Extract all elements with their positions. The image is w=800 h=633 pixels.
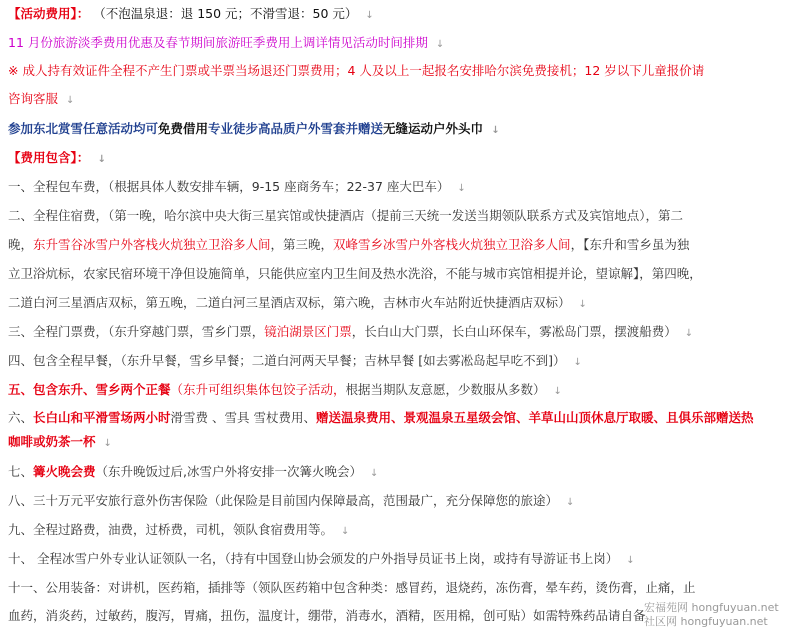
item-text: 四、包含全程早餐，（东升早餐，雪乡早餐；二道白河两天早餐；吉林早餐 [如去雾凇岛起早吃不到]） [8, 353, 566, 368]
item-text: 血药，消炎药，过敏药，腹泻，胃痛，扭伤，温度计，绷带，消毒水，酒精，医用棉，创可贴）如需特殊药品请自备 [8, 608, 646, 623]
item-text: 二道白河三星酒店双标，第五晚，二道白河三星酒店双标，第六晚，吉林市火车站附近快捷酒店双标） [8, 295, 571, 310]
meal-highlight: 五、包含东升、雪乡两个正餐 [8, 382, 171, 397]
item-text: 一、全程包车费，（根据具体人数安排车辆，9-15 座商务车；22-37 座大巴车） [8, 179, 450, 194]
paragraph-mark-icon: ↓ [370, 468, 379, 479]
watermark [644, 601, 794, 629]
cost-text: （不泡温泉退：退 150 元；不滑雪退：50 元） [93, 6, 358, 21]
paragraph-mark-icon: ↓ [103, 438, 112, 449]
nov-note-text: 11 月份旅游淡季费用优惠及春节期间旅游旺季费用上调详情见活动时间排期 [8, 35, 428, 50]
adult-note-line2 [8, 89, 74, 111]
include-item-11-line1 [8, 578, 696, 598]
include-item-6-line1 [8, 408, 754, 428]
watermark-line-1: 宏福苑网 hongfuyuan.net [644, 601, 779, 614]
bonus-text-1: 参加东北赏雪任意活动均可 [8, 121, 159, 136]
item-text: 滑雪费 、雪具 雪杖费用、 [170, 410, 316, 425]
includes-heading [8, 148, 106, 170]
paragraph-mark-icon: ↓ [457, 183, 466, 194]
paragraph-mark-icon: ↓ [578, 299, 587, 310]
include-item-10 [8, 549, 635, 571]
watermark-line-2: 社区网 hongfuyuan.net [644, 615, 768, 628]
spa-highlight: 赠送温泉费用、景观温泉五星级会馆、羊草山山顶休息厅取暖、且俱乐部赠送热 [315, 410, 754, 425]
adult-note-text: ※ 成人持有效证件全程不产生门票或半票当场退还门票费用；4 人及以上一起报名安排哈尔滨免费接机；12 岁以下儿童报价请 [8, 63, 705, 78]
item-text: 六、 [8, 410, 34, 425]
include-item-7 [8, 462, 378, 484]
coffee-highlight: 咖啡或奶茶一杯 [8, 434, 96, 449]
item-text: 七、 [8, 464, 34, 479]
include-item-1 [8, 177, 466, 199]
include-item-5 [8, 380, 562, 402]
hotel-highlight-2: 双峰雪乡冰雪户外客栈火炕独立卫浴多人间 [333, 237, 571, 252]
paragraph-mark-icon: ↓ [365, 10, 374, 21]
include-item-6-line2 [8, 432, 112, 454]
cost-label: 【活动费用】： [8, 6, 90, 21]
bonus-text-3: 专业徒步高品质户外雪套并赠送 [208, 121, 384, 136]
item-text: 十、 全程冰雪户外专业认证领队一名，（持有中国登山协会颁发的户外指导员证书上岗，或持有导游证书上岗） [8, 551, 619, 566]
adult-note-line1 [8, 61, 704, 81]
item-text: 立卫浴炕标，农家民宿环境干净但设施简单，只能供应室内卫生间及热水洗浴，不能与城市宾馆相提并论，望谅解】，第四晚， [8, 266, 702, 281]
paragraph-mark-icon: ↓ [97, 154, 107, 165]
item-text: ，【东升和雪乡虽为独 [570, 237, 690, 252]
item-text: ，长白山大门票，长白山环保车，雾凇岛门票，摆渡船费） [351, 324, 677, 339]
include-item-2-line4 [8, 293, 587, 315]
paragraph-mark-icon: ↓ [566, 497, 575, 508]
item-text: （东升晚饭过后,冰雪户外将安排一次篝火晚会） [95, 464, 363, 479]
include-item-2-line1 [8, 206, 683, 226]
include-item-2-line2 [8, 235, 689, 255]
includes-label: 【费用包含】： [8, 150, 90, 165]
adult-note-text-cont: 咨询客服 [8, 91, 59, 106]
item-text: 十一、公用装备：对讲机，医药箱，插排等（领队医药箱中包含种类：感冒药，退烧药，冻伤膏，晕车药，烫伤膏，止痛，止 [8, 580, 696, 595]
ticket-highlight: 镜泊湖景区门票 [264, 324, 352, 339]
ski-highlight: 长白山和平滑雪场两小时 [33, 410, 171, 425]
item-text: 晚， [8, 237, 34, 252]
bonus-text-4: 无缝运动户外头巾 [383, 121, 484, 136]
paragraph-mark-icon: ↓ [66, 95, 75, 106]
item-text: 根据当期队友意愿，少数服从多数） [345, 382, 546, 397]
item-text: 二、全程住宿费，（第一晚，哈尔滨中央大街三星宾馆或快捷酒店（提前三天统一发送当期领队联系方式及宾馆地点），第二 [8, 208, 684, 223]
include-item-2-line3 [8, 264, 702, 284]
bonus-line [8, 119, 500, 141]
paragraph-mark-icon: ↓ [341, 526, 350, 537]
cost-line [8, 4, 374, 26]
item-text: 八、三十万元平安旅行意外伤害保险（此保险是目前国内保障最高，范围最广，充分保障您的旅途） [8, 493, 559, 508]
paragraph-mark-icon: ↓ [573, 357, 582, 368]
include-item-8 [8, 491, 574, 513]
paragraph-mark-icon: ↓ [626, 555, 635, 566]
nov-note [8, 33, 444, 55]
paragraph-mark-icon: ↓ [684, 328, 694, 339]
item-text: ，第三晚， [270, 237, 334, 252]
paragraph-mark-icon: ↓ [491, 125, 500, 136]
paragraph-mark-icon: ↓ [553, 386, 562, 397]
bonus-text-2: 免费借用 [158, 121, 209, 136]
include-item-11-line2 [8, 606, 646, 626]
meal-note: （东升可组织集体包饺子活动， [170, 382, 346, 397]
hotel-highlight-1: 东升雪谷冰雪户外客栈火炕独立卫浴多人间 [33, 237, 271, 252]
item-text: 九、全程过路费，油费，过桥费，司机，领队食宿费用等。 [8, 522, 334, 537]
include-item-4 [8, 351, 582, 373]
include-item-9 [8, 520, 349, 542]
item-text: 三、全程门票费，（东升穿越门票，雪乡门票， [8, 324, 265, 339]
bonfire-highlight: 篝火晚会费 [33, 464, 96, 479]
include-item-3 [8, 322, 693, 344]
paragraph-mark-icon: ↓ [435, 39, 445, 50]
